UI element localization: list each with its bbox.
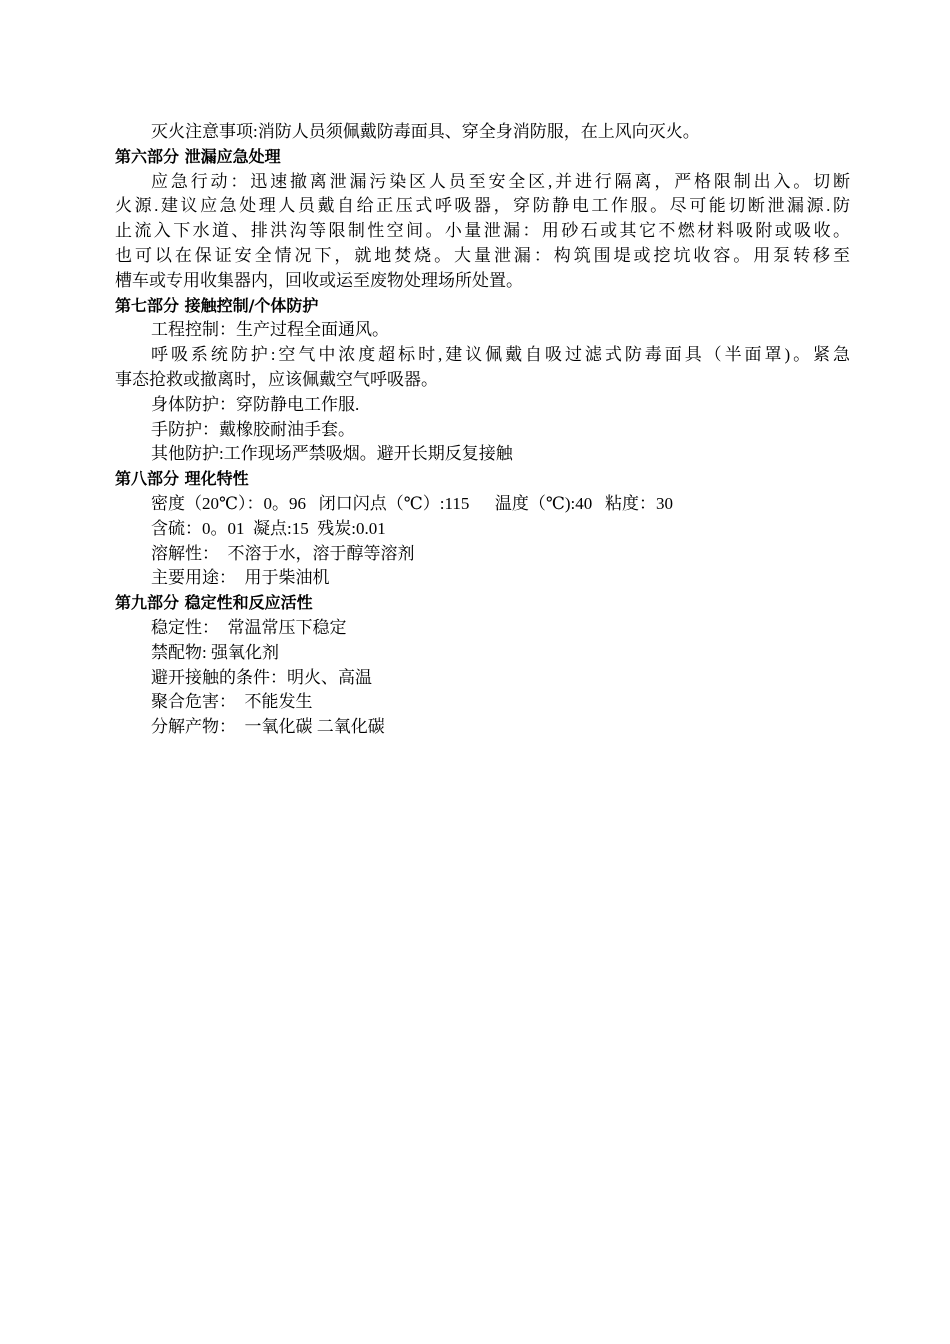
solubility-line: 溶解性： 不溶于水，溶于醇等溶剂	[151, 543, 415, 563]
section-8-heading: 第八部分 理化特性	[115, 469, 249, 489]
density-line: 密度（20℃）：0。96 闭口闪点（℃）:115 温度（℃):40 粘度：30	[151, 493, 674, 513]
body-protection-line: 身体防护：穿防静电工作服.	[151, 394, 360, 414]
paragraph-line: 止流入下水道、排洪沟等限制性空间。小量泄漏：用砂石或其它不燃材料吸附或吸收。	[115, 221, 850, 241]
stability-line: 稳定性： 常温常压下稳定	[151, 617, 347, 637]
sulfur-line: 含硫：0。01 凝点:15 残炭:0.01	[151, 518, 386, 538]
section-6-heading: 第六部分 泄漏应急处理	[115, 146, 281, 166]
main-use-line: 主要用途： 用于柴油机	[151, 568, 330, 588]
respiratory-protection-line: 呼吸系统防护:空气中浓度超标时,建议佩戴自吸过滤式防毒面具（半面罩)。紧急	[151, 345, 850, 365]
respiratory-protection-line-cont: 事态抢救或撤离时，应该佩戴空气呼吸器。	[115, 369, 438, 389]
section-7-heading: 第七部分 接触控制/个体防护	[115, 295, 319, 315]
polymerization-line: 聚合危害： 不能发生	[151, 692, 313, 712]
fire-precautions-line: 灭火注意事项:消防人员须佩戴防毒面具、穿全身消防服，在上风向灭火。	[151, 122, 700, 141]
avoid-conditions-line: 避开接触的条件：明火、高温	[151, 667, 372, 687]
hand-protection-line: 手防护：戴橡胶耐油手套。	[151, 419, 355, 439]
incompatible-line: 禁配物: 强氧化剂	[151, 642, 279, 662]
engineering-control-line: 工程控制：生产过程全面通风。	[151, 320, 389, 340]
decomposition-line: 分解产物： 一氧化碳 二氧化碳	[151, 717, 385, 737]
other-protection-line: 其他防护:工作现场严禁吸烟。避开长期反复接触	[151, 444, 513, 464]
paragraph-line: 应急行动：迅速撤离泄漏污染区人员至安全区,并进行隔离，严格限制出入。切断	[151, 171, 850, 191]
paragraph-line: 火源.建议应急处理人员戴自给正压式呼吸器，穿防静电工作服。尽可能切断泄漏源.防	[115, 196, 850, 216]
section-9-heading: 第九部分 稳定性和反应活性	[115, 593, 313, 613]
paragraph-line: 也可以在保证安全情况下，就地焚烧。大量泄漏：构筑围堤或挖坑收容。用泵转移至	[115, 245, 850, 265]
paragraph-line: 槽车或专用收集器内，回收或运至废物处理场所处置。	[115, 270, 523, 290]
